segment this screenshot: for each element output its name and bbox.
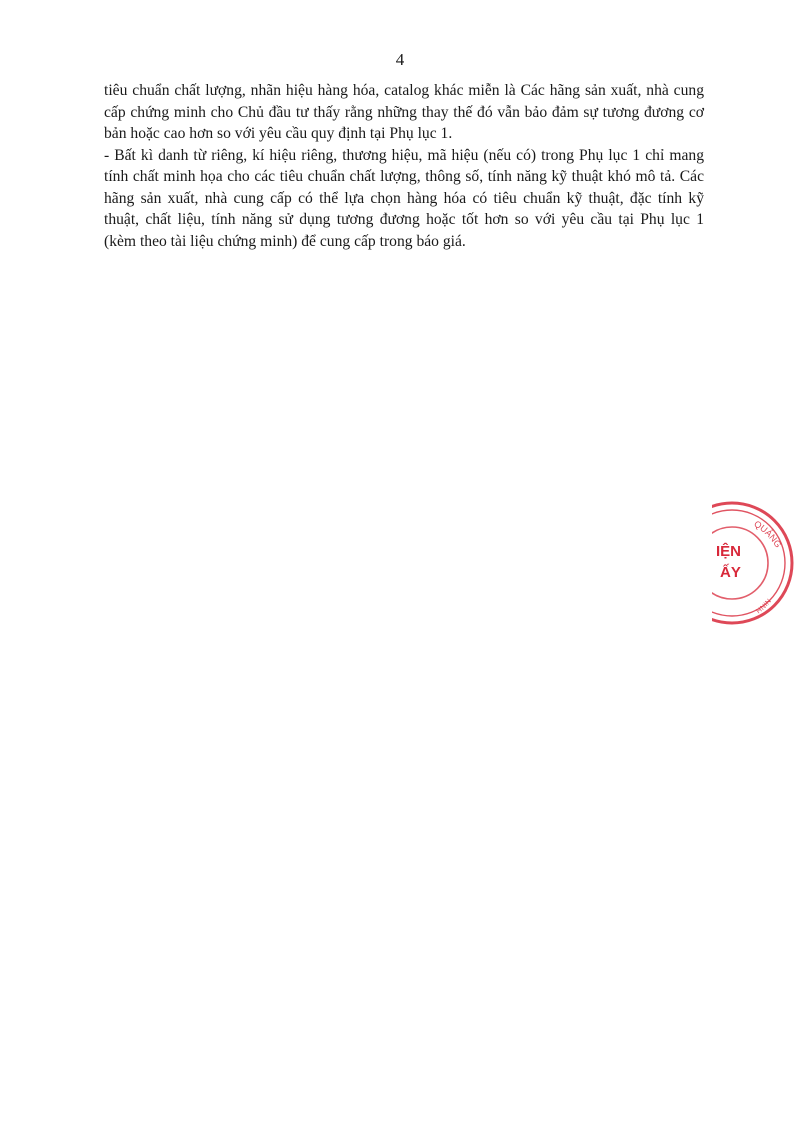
seal-arc-text-bottom: NINH [754, 596, 772, 614]
paragraph-line: (kèm theo tài liệu chứng minh) để cung cấp trong báo giá. [104, 232, 466, 250]
seal-arc-text: QUẢNG [752, 518, 784, 550]
seal-text-line-2: ẤY [720, 564, 741, 581]
paragraph-line: hãng sản xuất, nhà cung cấp có thể lựa chọn hàng hóa có tiêu chuẩn kỹ thuật, đặc tính kỹ [104, 189, 704, 207]
paragraph-line: bản hoặc cao hơn so với yêu cầu quy định tại Phụ lục 1. [104, 125, 453, 142]
paragraph-line: thuật, chất liệu, tính năng sử dụng tương đương hoặc tốt hơn so với yêu cầu tại Phụ lục 1 [104, 211, 704, 228]
paragraph-line: tính chất minh họa cho các tiêu chuẩn chất lượng, thông số, tính năng kỹ thuật khó mô tả. Các [104, 168, 704, 185]
body-text [104, 80, 704, 252]
paragraph-line: tiêu chuẩn chất lượng, nhãn hiệu hàng hóa, catalog khác miễn là Các hãng sản xuất, nhà cung [104, 82, 704, 99]
paragraph-line: - Bất kì danh từ riêng, kí hiệu riêng, thương hiệu, mã hiệu (nếu có) trong Phụ lục 1 chỉ mang [104, 146, 704, 164]
seal-text-line-1: IỆN [716, 543, 742, 560]
page-number: 4 [395, 50, 405, 69]
red-seal-stamp [712, 500, 800, 630]
paragraph-line: cấp chứng minh cho Chủ đầu tư thấy rằng những thay thế đó vẫn bảo đảm sự tương đương cơ [104, 103, 704, 121]
seal-graphic [712, 500, 800, 630]
